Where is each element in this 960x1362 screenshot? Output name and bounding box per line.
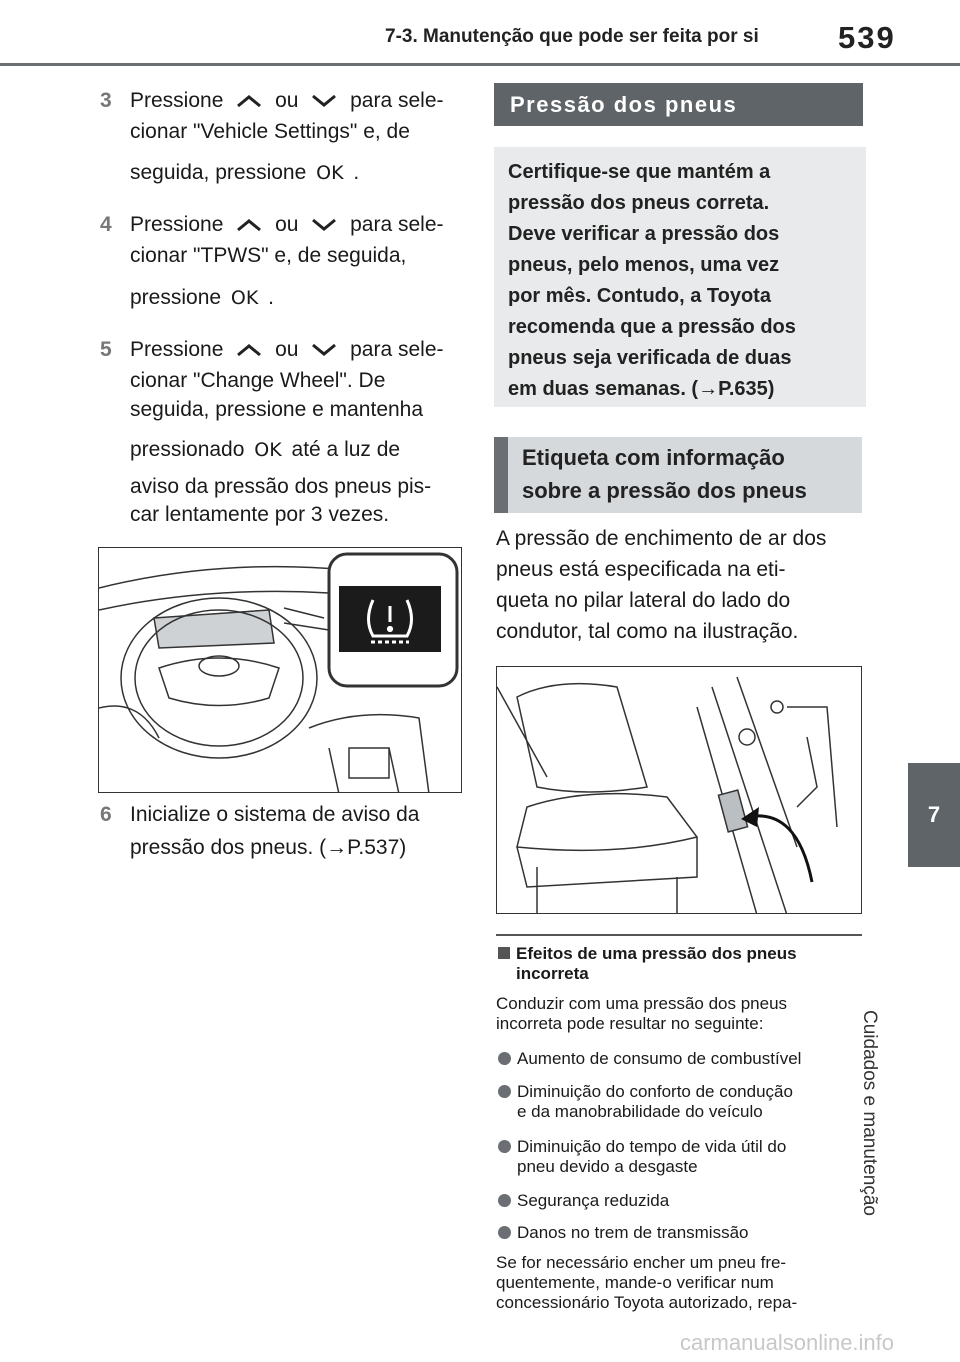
header-rule	[0, 63, 960, 66]
step-4: 4 Pressione ou para sele- cionar "TPWS" e, de seguida, pressione OK .	[100, 210, 470, 320]
subsection-heading: Etiqueta com informação sobre a pressão dos pneus	[494, 437, 862, 513]
square-bullet-icon	[498, 947, 510, 959]
step-5: 5 Pressione ou para sele- cionar "Change Wheel". De seguida, pressione e mantenha pressionado OK até a luz de aviso da pressão dos pneus pis- car lentamente por 3 vezes.	[100, 335, 470, 530]
closing-paragraph: Se for necessário encher um pneu fre- quentemente, mande-o verificar num concessionário Toyota autorizado, repa-	[496, 1253, 798, 1312]
bullet-item: Segurança reduzida	[498, 1191, 868, 1211]
chapter-tab	[908, 763, 960, 867]
bullet-icon	[498, 1194, 511, 1207]
step-number: 4	[100, 213, 112, 236]
step-number: 6	[100, 803, 112, 826]
ok-button-glyph: OK	[230, 287, 259, 309]
bullet-icon	[498, 1140, 511, 1153]
bullet-icon	[498, 1052, 511, 1065]
chevron-down-icon	[310, 343, 338, 357]
dashboard-illustration	[98, 547, 462, 793]
chevron-up-icon	[235, 94, 263, 108]
chapter-title: Cuidados e manutenção	[859, 1010, 880, 1216]
body-paragraph: A pressão de enchimento de ar dos pneus está especificada na eti- queta no pilar lateral do lado do condutor, tal como na ilustração.	[496, 527, 827, 643]
section-heading: Pressão dos pneus	[494, 83, 863, 126]
bullet-icon	[498, 1085, 511, 1098]
chevron-down-icon	[310, 218, 338, 232]
chevron-up-icon	[235, 343, 263, 357]
bullet-item: Diminuição do tempo de vida útil do pneu devido a desgaste	[498, 1137, 868, 1177]
step-number: 3	[100, 89, 112, 112]
page-number: 539	[838, 20, 896, 55]
bullet-item: Aumento de consumo de combustível	[498, 1049, 868, 1069]
header-section-title: 7-3. Manutenção que pode ser feita por si	[385, 26, 759, 47]
step-number: 5	[100, 338, 112, 361]
effects-intro: Conduzir com uma pressão dos pneus incorreta pode resultar no seguinte:	[496, 994, 788, 1033]
divider	[496, 934, 862, 936]
step-6: 6 Inicialize o sistema de aviso da pressão dos pneus. (→P.537)	[100, 800, 470, 870]
chapter-number: 7	[927, 802, 941, 827]
watermark: carmanualsonline.info	[680, 1330, 895, 1355]
door-pillar-illustration	[496, 666, 862, 914]
bullet-item: Diminuição do conforto de condução e da manobrabilidade do veículo	[498, 1082, 868, 1122]
effects-heading: Efeitos de uma pressão dos pneus incorreta	[498, 944, 868, 984]
bullet-icon	[498, 1226, 511, 1239]
step-3: 3 Pressione ou para sele- cionar "Vehicle Settings" e, de seguida, pressione OK .	[100, 86, 470, 196]
bullet-item: Danos no trem de transmissão	[498, 1223, 868, 1243]
note-box: Certifique-se que mantém a pressão dos pneus correta. Deve verificar a pressão dos pneus, pelo menos, uma vez por mês. Contudo, a Toyota recomenda que a pressão dos pneus seja verificada de duas em duas semanas. (→P.635)	[494, 147, 866, 407]
chevron-up-icon	[235, 218, 263, 232]
ok-button-glyph: OK	[254, 439, 282, 461]
ok-button-glyph: OK	[316, 162, 344, 184]
chevron-down-icon	[310, 94, 338, 108]
